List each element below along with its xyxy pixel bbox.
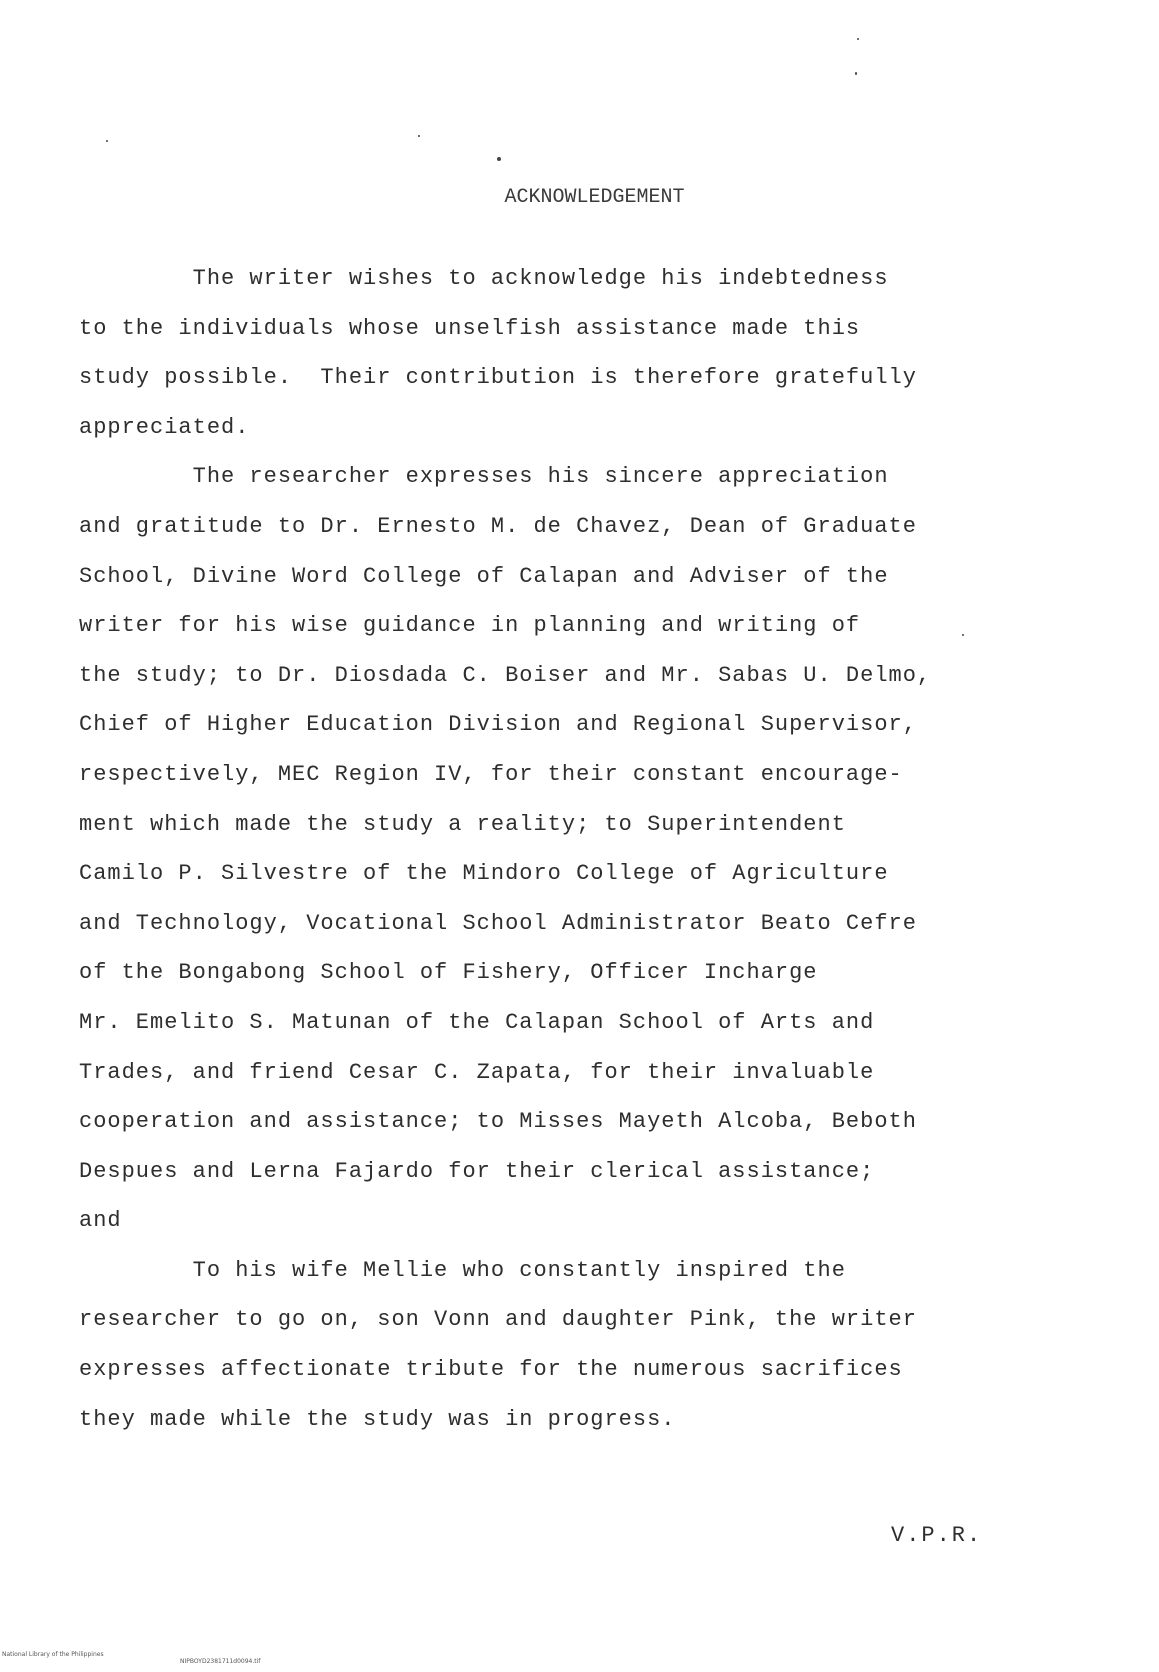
scan-speck [106,140,108,142]
text-line: and [79,1208,122,1234]
text-line: and gratitude to Dr. Ernesto M. de Chavez, Dean of Graduate [79,513,917,539]
text-line: School, Divine Word College of Calapan and Adviser of the [79,563,889,589]
text-line: study possible. Their contribution is therefore gratefully [79,365,917,391]
scan-speck [855,72,857,75]
text-line: expresses affectionate tribute for the numerous sacrifices [79,1357,903,1383]
text-line: The researcher expresses his sincere appreciation [79,464,889,490]
text-line: to the individuals whose unselfish assistance made this [79,315,861,341]
text-line: of the Bongabong School of Fishery, Officer Incharge [79,960,818,986]
scan-speck [497,157,501,161]
footer-library-name: National Library of the Philippines [2,1651,104,1658]
paragraph-appreciation [79,452,1009,1246]
text-line: The writer wishes to acknowledge his indebtedness [79,266,889,291]
text-line: appreciated. [79,414,250,440]
signature-initials: V.P.R. [891,1523,983,1548]
paragraph-indebtedness [79,254,1009,452]
text-line: Trades, and friend Cesar C. Zapata, for their invaluable [79,1059,875,1085]
text-line: Camilo P. Silvestre of the Mindoro College of Agriculture [79,861,889,887]
scan-footer [0,1644,1159,1672]
paragraph-family [79,1246,1009,1444]
scan-speck [418,135,420,137]
document-body [79,254,1009,1444]
text-line: researcher to go on, son Vonn and daughter Pink, the writer [79,1307,917,1333]
text-line: Mr. Emelito S. Matunan of the Calapan School of Arts and [79,1009,875,1035]
text-line: Despues and Lerna Fajardo for their clerical assistance; [79,1158,875,1184]
page-title: ACKNOWLEDGEMENT [504,186,685,209]
text-line: ment which made the study a reality; to Superintendent [79,811,846,837]
text-line: respectively, MEC Region IV, for their constant encourage- [79,761,903,787]
scan-speck [857,38,859,40]
text-line: To his wife Mellie who constantly inspired the [79,1257,846,1283]
text-line: they made while the study was in progress. [79,1406,676,1432]
footer-file-id: NIPBOYD2381711d0094.tif [180,1658,261,1665]
text-line: Chief of Higher Education Division and Regional Supervisor, [79,712,917,738]
text-line: and Technology, Vocational School Administrator Beato Cefre [79,910,917,936]
text-line: the study; to Dr. Diosdada C. Boiser and Mr. Sabas U. Delmo, [79,662,932,688]
text-line: writer for his wise guidance in planning and writing of [79,613,861,639]
text-line: cooperation and assistance; to Misses Mayeth Alcoba, Beboth [79,1109,917,1135]
